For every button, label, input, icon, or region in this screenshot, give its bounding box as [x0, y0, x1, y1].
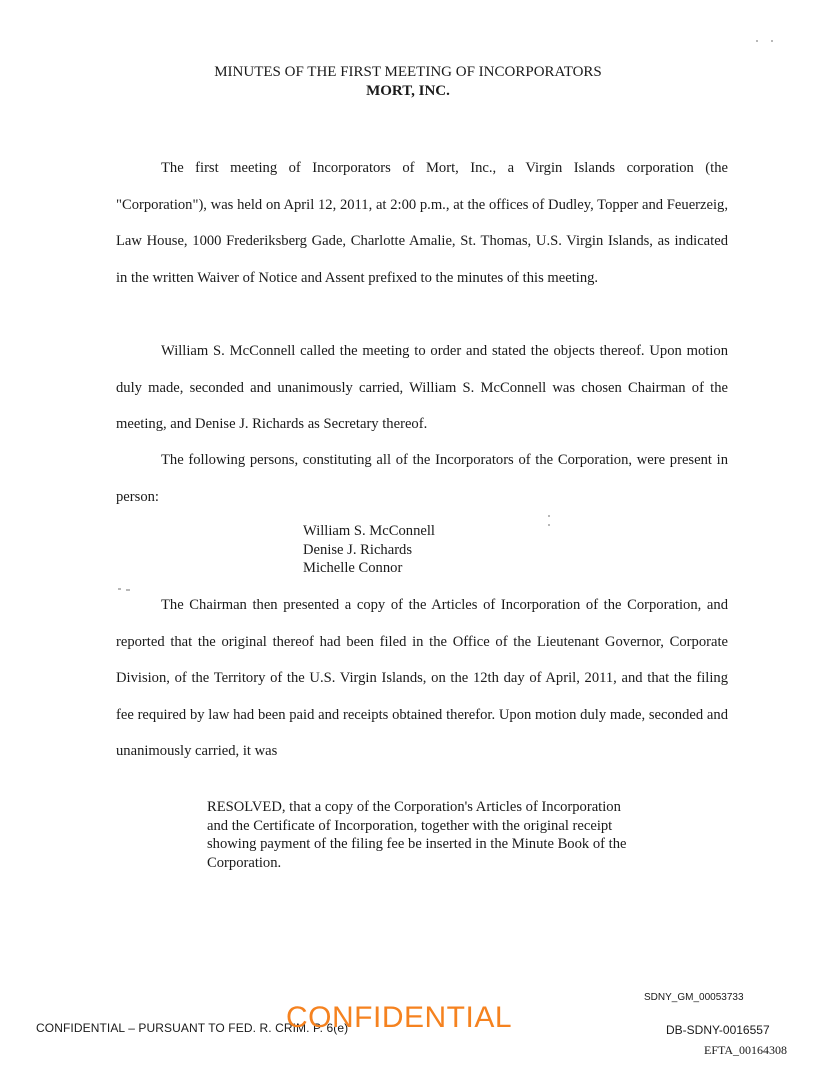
document-title: MINUTES OF THE FIRST MEETING OF INCORPORATORS	[214, 64, 602, 80]
bates-number-db-sdny: DB-SDNY-0016557	[666, 1023, 770, 1037]
scan-speck	[126, 589, 130, 591]
paragraph-attendees-intro: The following persons, constituting all of the Incorporators of the Corporation, were present in person:	[116, 452, 728, 505]
confidential-notice: CONFIDENTIAL – PURSUANT TO FED. R. CRIM. P. 6(e)	[36, 1021, 349, 1035]
attendee-item: Denise J. Richards	[303, 541, 413, 558]
scan-speck	[771, 40, 773, 42]
scan-speck	[548, 515, 550, 517]
paragraph-articles: The Chairman then presented a copy of the Articles of Incorporation of the Corporation, and reported that the original thereof had been filed in the Office of the Lieutenant Governor, Corporate Division, of the Territory of the U.S. Virgin Islands, on the 12th day of April, 2011, and that the filing fee required by law had been paid and receipts obtained therefor. Upon motion duly made, seconded and unanimously carried, it was	[116, 597, 728, 759]
bates-number-sdny-gm: SDNY_GM_00053733	[644, 992, 744, 1003]
scan-speck	[548, 524, 550, 526]
confidential-stamp: CONFIDENTIAL	[286, 1001, 513, 1034]
attendee-item: Michelle Connor	[303, 560, 403, 576]
resolution-block: RESOLVED, that a copy of the Corporation's Articles of Incorporation and the Certificate of Incorporation, together with the original receipt showing payment of the filing fee be inserted in the Minute Book of the Corporation.	[207, 799, 627, 871]
paragraph-meeting-details: The first meeting of Incorporators of Mort, Inc., a Virgin Islands corporation (the "Corporation"), was held on April 12, 2011, at 2:00 p.m., at the offices of Dudley, Topper and Feuerzeig, Law House, 1000 Frederiksberg Gade, Charlotte Amalie, St. Thomas, U.S. Virgin Islands, as indicated in the written Waiver of Notice and Assent prefixed to the minutes of this meeting.	[116, 160, 728, 286]
efta-number: EFTA_00164308	[704, 1043, 788, 1057]
paragraph-chairman: William S. McConnell called the meeting to order and stated the objects thereof. Upon motion duly made, seconded and unanimously carried, William S. McConnell was chosen Chairman of the meeting, and Denise J. Richards as Secretary thereof.	[116, 343, 728, 432]
company-name: MORT, INC.	[366, 83, 450, 99]
scan-speck	[756, 40, 758, 42]
attendee-list	[303, 522, 435, 578]
attendee-item: William S. McConnell	[303, 523, 435, 539]
scan-speck	[118, 588, 121, 590]
